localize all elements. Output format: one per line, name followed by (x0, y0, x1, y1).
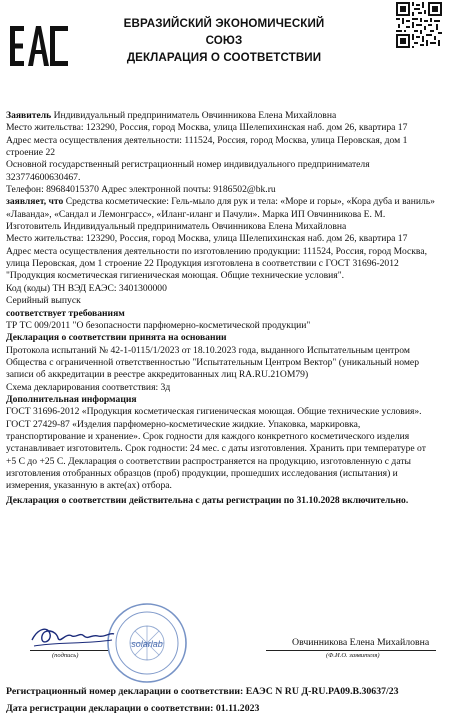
eac-logo-mark (8, 24, 70, 68)
complies-text: ТР ТС 009/2011 "О безопасности парфюмерно-косметической продукции" (6, 319, 311, 331)
eac-logo (8, 24, 70, 68)
declares-label: заявляет, что (6, 196, 64, 208)
signature-strokes (26, 618, 116, 654)
applicant-paragraph (6, 110, 438, 122)
union-name: ЕВРАЗИЙСКИЙ ЭКОНОМИЧЕСКИЙ СОЮЗ (123, 17, 325, 47)
basis-label: Декларация о соответствии принята на основании (6, 332, 227, 344)
union-title-block (104, 15, 344, 66)
manufacturer: Изготовитель Индивидуальный предприниматель Овчинникова Елена Михайловна (6, 221, 347, 233)
seal-text: solarlab (131, 639, 163, 649)
declaration-scheme: Схема декларирования соответствия: 3д (6, 381, 171, 393)
basis-text: Протокола испытаний № 42-1-0115/1/2023 от 18.10.2023 года, выданного Испытательным центром Общества с ограниченной ответственностью "Испытательным Центром Вектор" (уникальный номер записи об аккредитации в реестре аккредитованных лиц RA.RU.21ОМ79) (6, 344, 419, 381)
qr-code (396, 2, 442, 48)
applicant-residence: Место жительства: 123290, Россия, город Москва, улица Шелепихинская наб. дом 26, квартира 17 (6, 122, 408, 134)
declaration-body (6, 110, 438, 507)
seal-graphic (106, 602, 188, 684)
validity-period: Декларация о соответствии действительна с даты регистрации по 31.10.2028 включительно. (6, 494, 409, 506)
registration-number: Регистрационный номер декларации о соответствии: ЕАЭС N RU Д-RU.PA09.B.30637/23 (6, 686, 399, 697)
manufacturer-residence: Место жительства: 123290, Россия, город Москва, улица Шелепихинская наб. дом 26, квартира 17 (6, 233, 408, 245)
signature-area (6, 612, 446, 672)
applicant-activity-address: Адрес места осуществления деятельности: 111524, Россия, город Москва, улица Перовская, дом 1 строение 22 (6, 134, 408, 159)
registration-block (6, 683, 446, 717)
company-seal (106, 602, 188, 684)
additional-info-label: Дополнительная информация (6, 393, 137, 405)
signer-name: Овчинникова Елена Михайловна (292, 637, 430, 648)
declares-text: Средства косметические: Гель-мыло для рук и тела: «Море и горы», «Кора дуба и ваниль» «Лаванда», «Сандал и Лемонграсс», «Иланг-иланг и Пачули». Марка ИП Овчинникова Е. М. (6, 196, 435, 220)
applicant-contacts: Телефон: 89684015370 Адрес электронной почты: 9186502@bk.ru (6, 184, 276, 196)
complies-label: соответствует требованиям (6, 307, 125, 319)
qr-code-graphic (396, 2, 442, 48)
tnved-code: Код (коды) ТН ВЭД ЕАЭС: 3401300000 (6, 282, 167, 294)
registration-date: Дата регистрации декларации о соответствии: 01.11.2023 (6, 703, 260, 714)
document-header (0, 0, 455, 80)
signature-caption: (подпись) (52, 652, 79, 659)
ogrn-number: Основной государственный регистрационный номер индивидуального предпринимателя 323774600630467. (6, 159, 370, 183)
additional-info-text: ГОСТ 31696-2012 «Продукция косметическая гигиеническая моющая. Общие технические условия». ГОСТ 27429-87 «Изделия парфюмерно-косметические жидкие. Упаковка, маркировка, транспортирование и хранение». Срок годности для каждого конкретного косметического изделия устанавливает изготовитель. Срок годности: 24 мес. с даты изготовления. Хранить при температуре от +5 С до +25 С. Декларация о соответствии распространяется на продукцию, изготовленную с даты изготовления отобранных образцов (проб) продукции, прошедших исследования (испытания) и измерения, указанную в акте(ах) отбора. (6, 406, 426, 492)
signature-line-left (30, 650, 108, 651)
applicant-label: Заявитель (6, 110, 52, 121)
document-title: ДЕКЛАРАЦИЯ О СООТВЕТСТВИИ (126, 51, 322, 64)
applicant-text: Индивидуальный предприниматель Овчинникова Елена Михайловна (51, 110, 337, 121)
handwritten-signature (26, 618, 116, 654)
signature-line-right (266, 650, 436, 651)
serial-release: Серийный выпуск (6, 295, 81, 307)
manufacturer-address: Адрес места осуществления деятельности по изготовлению продукции: 111524, Россия, город Москва, улица Перовская, дом 1 строение 22 Продукция изготовлена в соответствии с ГОСТ 31696-2012 "Продукция косметическая гигиеническая моющая. Общие технические условия". (6, 245, 427, 282)
declares-paragraph (6, 196, 438, 221)
signer-name-caption: (Ф.И.О. заявителя) (326, 652, 380, 659)
